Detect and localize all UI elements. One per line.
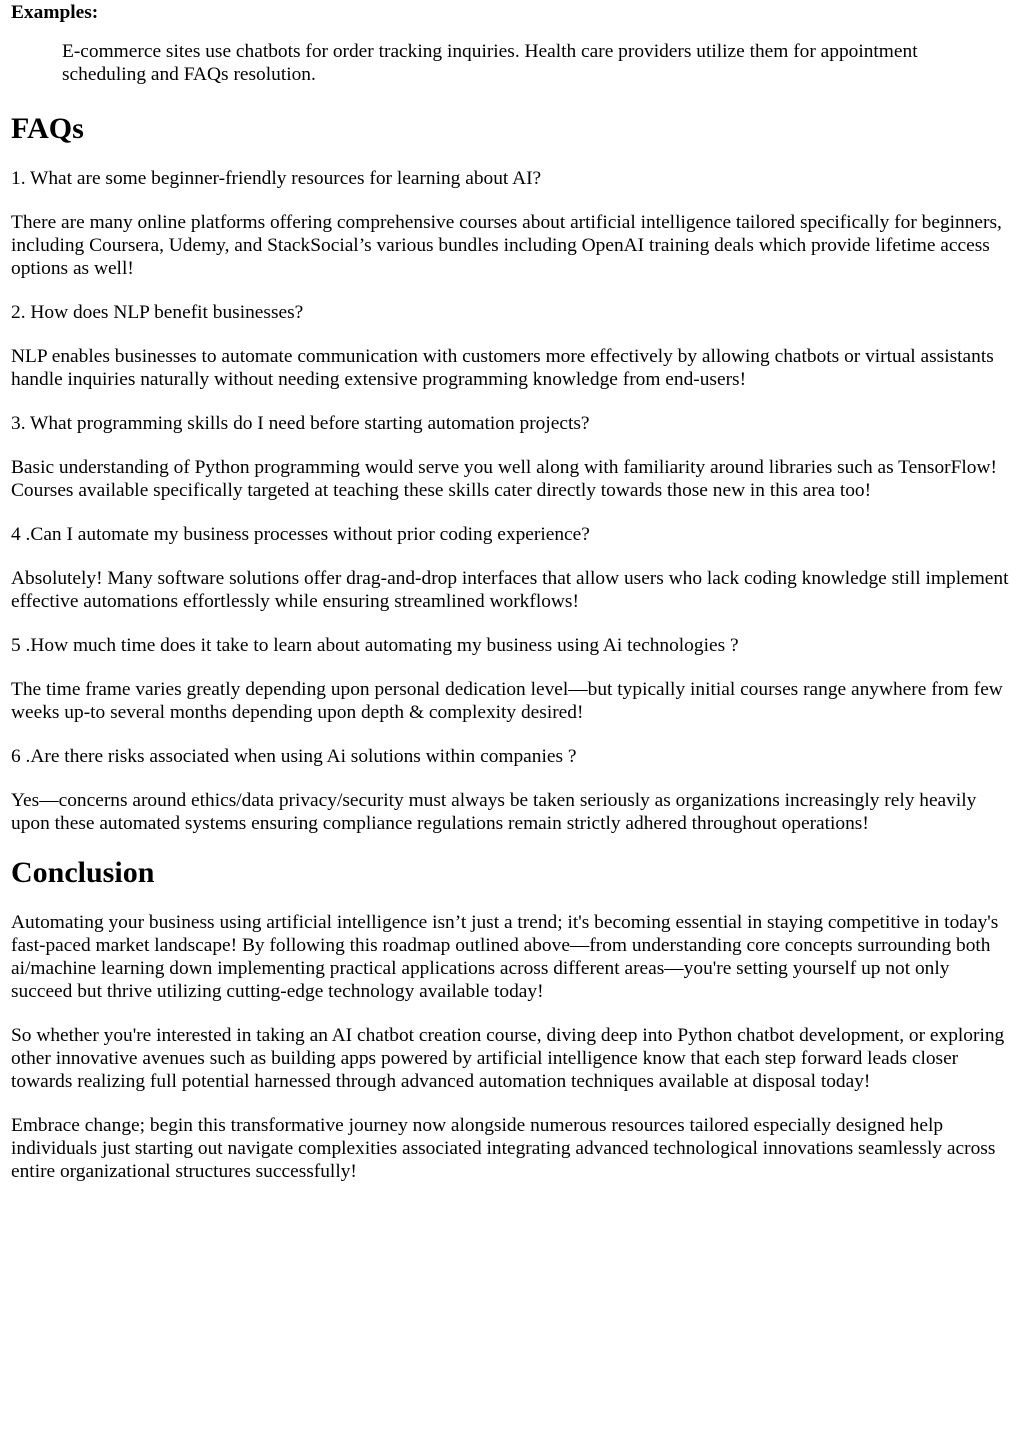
conclusion-paragraph-1: Automating your business using artificial intelligence isn’t just a trend; it's becoming essential in staying competitive in today's fast-paced market landscape! By following this roadmap outlined above—from understanding core concepts surrounding both ai/machine learning down implementing practical applications across different areas—you're setting yourself up not only succeed but thrive utilizing cutting-edge technology available today! <box>11 912 999 1002</box>
faq-answer-5: The time frame varies greatly depending upon personal dedication level—but typically initial courses range anywhere from few weeks up-to several months depending upon depth & complexity desired! <box>11 679 1003 723</box>
faq-question-6: 6 .Are there risks associated when using Ai solutions within companies ? <box>11 746 577 767</box>
faq-question-4: 4 .Can I automate my business processes without prior coding experience? <box>11 524 590 545</box>
faq-answer-3: Basic understanding of Python programming would serve you well along with familiarity around libraries such as TensorFlow! Courses available specifically targeted at teaching these skills cater directly towards those new in this area too! <box>11 457 997 501</box>
faq-question-1: 1. What are some beginner-friendly resources for learning about AI? <box>11 168 542 189</box>
examples-label: Examples: <box>11 2 99 23</box>
faq-answer-2: NLP enables businesses to automate communication with customers more effectively by allowing chatbots or virtual assistants handle inquiries naturally without needing extensive programming knowledge from end-users! <box>11 346 994 390</box>
examples-blockquote: E-commerce sites use chatbots for order tracking inquiries. Health care providers utilize them for appointment scheduling and FAQs resolution. <box>62 41 918 85</box>
faq-answer-6: Yes—concerns around ethics/data privacy/security must always be taken seriously as organizations increasingly rely heavily upon these automated systems ensuring compliance regulations remain strictly adhered throughout operations! <box>11 790 977 834</box>
faq-answer-4: Absolutely! Many software solutions offer drag-and-drop interfaces that allow users who lack coding knowledge still implement effective automations effortlessly while ensuring streamlined workflows! <box>11 568 1009 612</box>
conclusion-paragraph-2: So whether you're interested in taking an AI chatbot creation course, diving deep into Python chatbot development, or exploring other innovative avenues such as building apps powered by artificial intelligence know that each step forward leads closer towards realizing full potential harnessed through advanced automation techniques available at disposal today! <box>11 1025 1005 1092</box>
faq-question-5: 5 .How much time does it take to learn about automating my business using Ai technologies ? <box>11 635 739 656</box>
conclusion-paragraph-3: Embrace change; begin this transformative journey now alongside numerous resources tailored especially designed help individuals just starting out navigate complexities associated integrating advanced technological innovations seamlessly across entire organizational structures successfully! <box>11 1115 996 1182</box>
conclusion-heading: Conclusion <box>11 856 155 889</box>
faqs-heading: FAQs <box>11 112 84 145</box>
faq-question-3: 3. What programming skills do I need before starting automation projects? <box>11 413 590 434</box>
faq-answer-1: There are many online platforms offering comprehensive courses about artificial intelligence tailored specifically for beginners, including Coursera, Udemy, and StackSocial’s various bundles including OpenAI training deals which provide lifetime access options as well! <box>11 212 1002 279</box>
faq-question-2: 2. How does NLP benefit businesses? <box>11 302 304 323</box>
